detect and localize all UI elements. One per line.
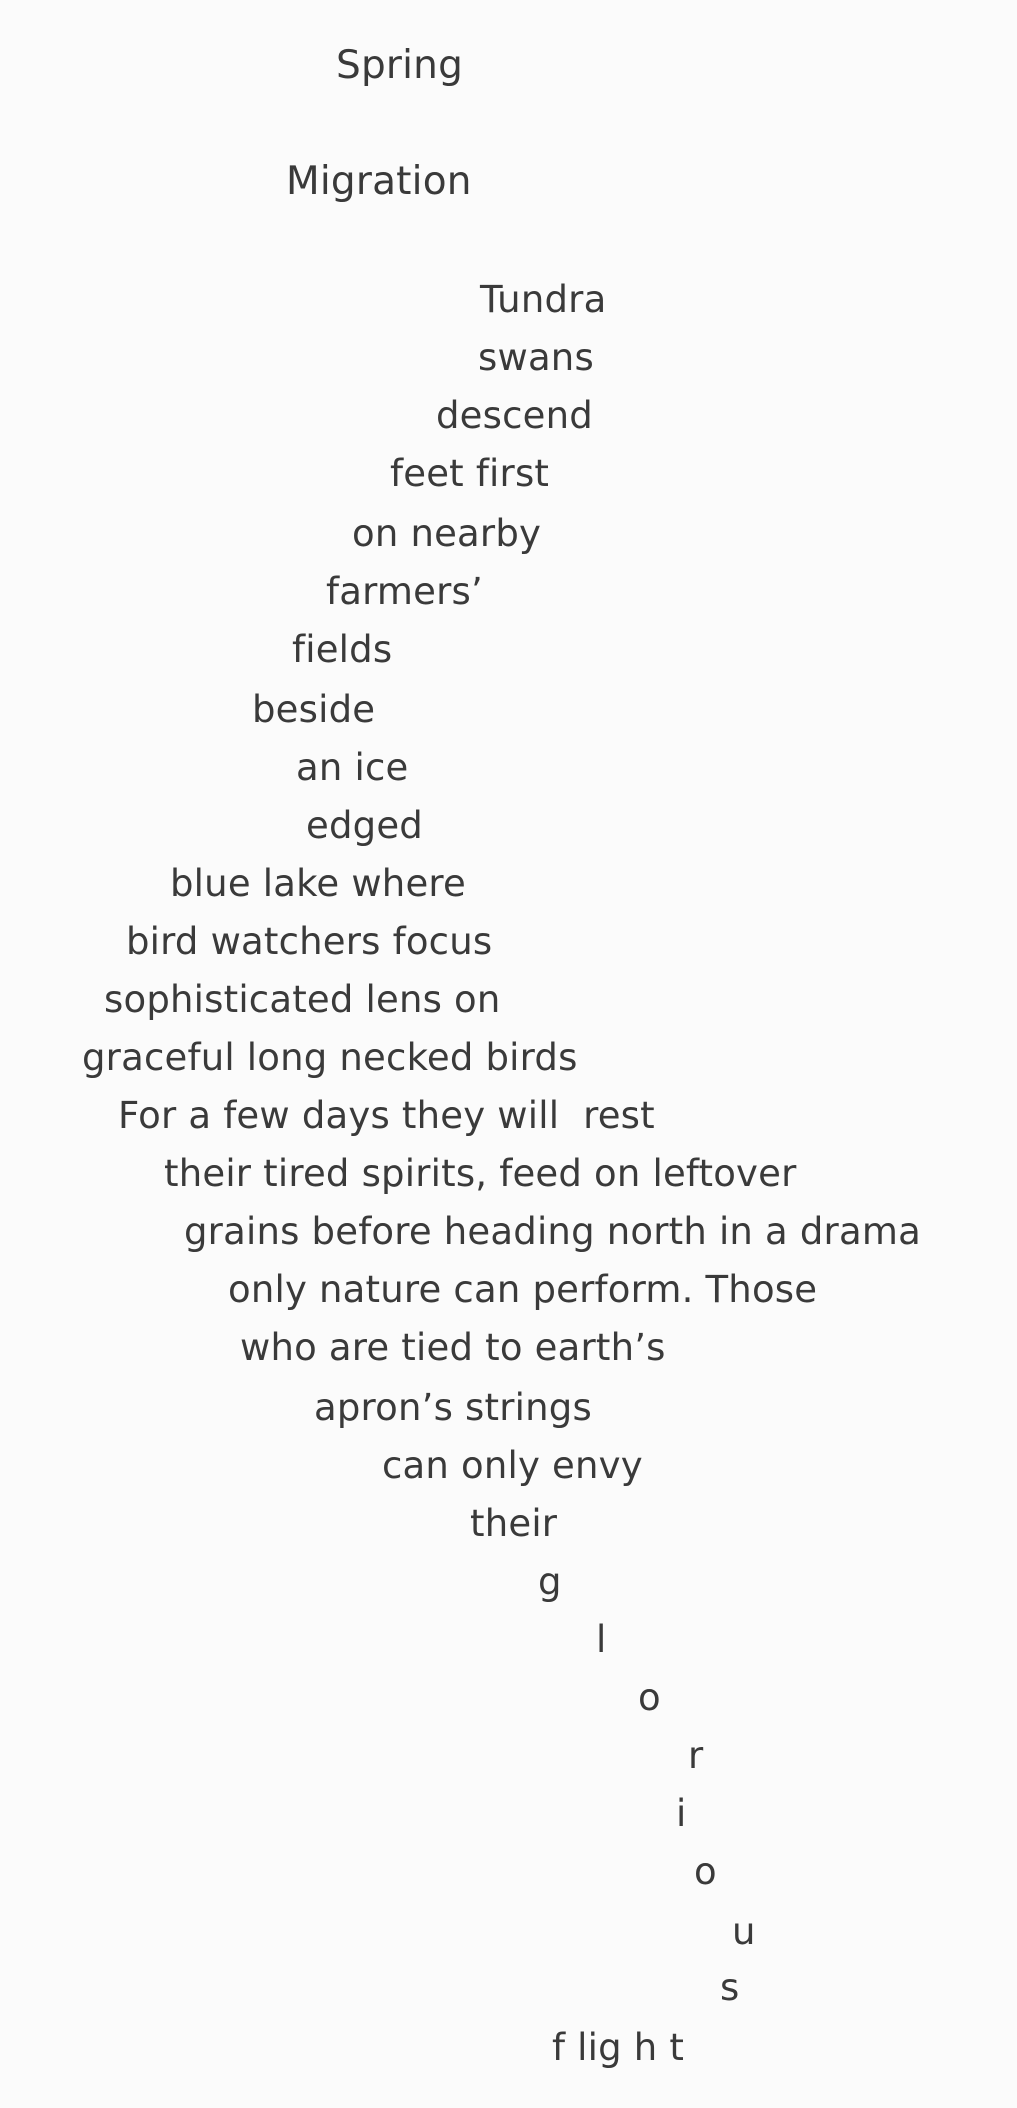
poem-line: can only envy bbox=[382, 1444, 643, 1487]
poem-line: who are tied to earth’s bbox=[240, 1326, 666, 1369]
poem-line: on nearby bbox=[352, 512, 542, 555]
poem-letter: i bbox=[676, 1792, 687, 1835]
poem-letter: s bbox=[720, 1966, 740, 2009]
poem-line: graceful long necked birds bbox=[82, 1036, 578, 1079]
poem-letter: o bbox=[638, 1676, 661, 1719]
poem-line: beside bbox=[252, 688, 376, 731]
poem-title-line-1: Spring bbox=[336, 43, 464, 88]
poem-line: Tundra bbox=[480, 278, 607, 321]
poem-line: edged bbox=[306, 804, 423, 847]
poem-line: an ice bbox=[296, 746, 409, 789]
poem-line: bird watchers focus bbox=[126, 920, 493, 963]
poem-line: descend bbox=[436, 394, 593, 437]
poem-line: only nature can perform. Those bbox=[228, 1268, 818, 1311]
poem-line: sophisticated lens on bbox=[104, 978, 501, 1021]
poem-line: their bbox=[470, 1502, 558, 1545]
poem-letter: r bbox=[688, 1734, 704, 1777]
poem-line: blue lake where bbox=[170, 862, 466, 905]
poem-title-line-2: Migration bbox=[286, 159, 472, 204]
poem-line: farmers’ bbox=[326, 570, 483, 613]
poem-letter: u bbox=[732, 1910, 756, 1953]
poem-line: swans bbox=[478, 336, 594, 379]
poem-line: apron’s strings bbox=[314, 1386, 592, 1429]
poem-line: For a few days they will rest bbox=[118, 1094, 655, 1137]
poem-letter: l bbox=[596, 1618, 607, 1661]
poem-line: feet first bbox=[390, 452, 550, 495]
poem-line: grains before heading north in a drama bbox=[184, 1210, 921, 1253]
poem-letter: g bbox=[538, 1560, 562, 1603]
poem-final-word: f lig h t bbox=[552, 2026, 685, 2069]
poem-line: fields bbox=[292, 628, 393, 671]
poem-line: their tired spirits, feed on leftover bbox=[164, 1152, 797, 1195]
poem-letter: o bbox=[694, 1850, 717, 1893]
